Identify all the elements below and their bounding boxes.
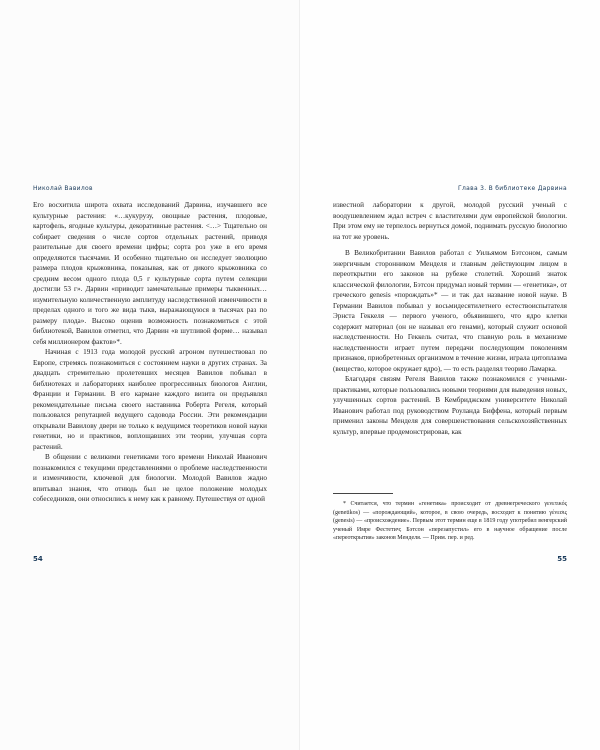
- paragraph: В общении с великими генетиками того времени Николай Иванович познакомился с текущими представлениями о проблеме наследственности и изменчивости, ключевой для биологии. Молодой Вавилов жадно впитывал знания, что отнюдь был не целое положение молодых собеседников, они относились к нему как к равному. Путешествуя от одной: [33, 453, 267, 503]
- paragraph: Начиная с 1913 года молодой русский агроном путешествовал по Европе, стремясь познакомиться с состоянием науки в других странах. За двадцать стремительно пролетевших месяцев Вавилов побывал в библиотеках и лабораториях наиболее прогрессивных биологов Англии, Франции и Германии. В его кармане каждого визита он предъявлял рекомендательные письма своего наставника Роберта Регеля, который пользовался репутацией ведущего садовода России. Эти рекомендации открывали Вавилову двери не только к ведущимся теоретиков новой науки генетики, но и практиков, воплощавших эти теории, улучшая сорта растений.: [33, 348, 267, 451]
- paragraph: Благодаря связям Регеля Вавилов также познакомился с учеными-практиками, которые пользовались новыми теориями для выведения новых, улучшенных сортов растений. В Кембриджском университете Николай Иванович работал под руководством Роуланда Биффена, который первым применил законы Менделя для совершенствования сельскохозяйственных культур, впервые продемонстрировав, как: [333, 375, 567, 436]
- left-body-text: [33, 200, 267, 505]
- page-number-left: 54: [33, 555, 43, 563]
- paragraph: В Великобритании Вавилов работал с Уильямом Бэтсоном, самым энергичным сторонником Менделя и главным действующим лицом в переоткрытии его законов на рубеже столетий. Хороший знаток классической филологии, Бэтсон придумал новый термин — «генетика», от греческого genesis «порождать»* — и так дал название новой науке. В Германии Вавилов побывал у восьмидесятилетнего естествоиспытателя Эрнста Геккеля — первого ученого, объявившего, что ядро клетки содержит материал (он не называл его генами), который служит основой наследственности. Но Геккель считал, что главную роль в механизме наследственности играет путем передачи последующим поколениям признаков, приобретенных организмом в течение жизни, играла цитоплазма (вещество, которое окружает ядро), — то есть разделял теорию Ламарка.: [333, 249, 567, 373]
- running-head-left: Николай Вавилов: [33, 185, 93, 192]
- footnote-text: * Считается, что термин «генетика» происходит от древнегреческого γενετικός (genetikos) — «порождающий», которое, в свою очередь, восходит к понятию γένεσις (genesis) — «происхождение». Первым этот термин еще в 1819 году употребил венгерский ученый Имре Фестетич; Бэтсон «перезапустил» его в научное обращение после «переоткрытия» законов Менделя. — Прим. пер. и ред.: [333, 501, 567, 542]
- footnote: [333, 500, 567, 543]
- page-number-right: 55: [557, 555, 567, 563]
- paragraph: Его восхитила широта охвата исследований Дарвина, изучавшего все культурные растения: «…кукурузу, овощные растения, плодовые, картофель, ягодные культуры, декоративные растения. <…> Тщательно он собирает сведения о числе сортов отдельных растений, приводя разительные для своего времени цифры; сорта роз уже в его время определяются тысячами. И особенно тщательно он исследует эволюцию размера плодов крыжовника, показывая, как от дикого крыжовника со средним весом одного плода 0,5 г культурные сорта путем селекции достигли 53 г». Дарвин «приводит замечательные примеры тыквенных… изумительную количественную амплитуду наследственной изменчивости в пределах одного и того же вида тыкв, выражающуюся в тысячах раз по размеру плода». Высоко оценив возможность познакомиться с этой библиотекой, Вавилов отметил, что Дарвин «в шутливой форме… называл себя миллионером фактов»*.: [33, 201, 267, 346]
- footnote-divider: [333, 493, 393, 494]
- right-body-text: [333, 200, 567, 437]
- running-head-right: Глава 3. В библиотеке Дарвина: [458, 185, 567, 192]
- right-page: [300, 0, 600, 750]
- paragraph: известной лаборатории к другой, молодой русский ученый с воодушевлением ждал встреч с властителями дум европейской биологии. При этом ему не терпелось вернуться домой, поднимать русскую биологию на тот же уровень.: [333, 201, 567, 241]
